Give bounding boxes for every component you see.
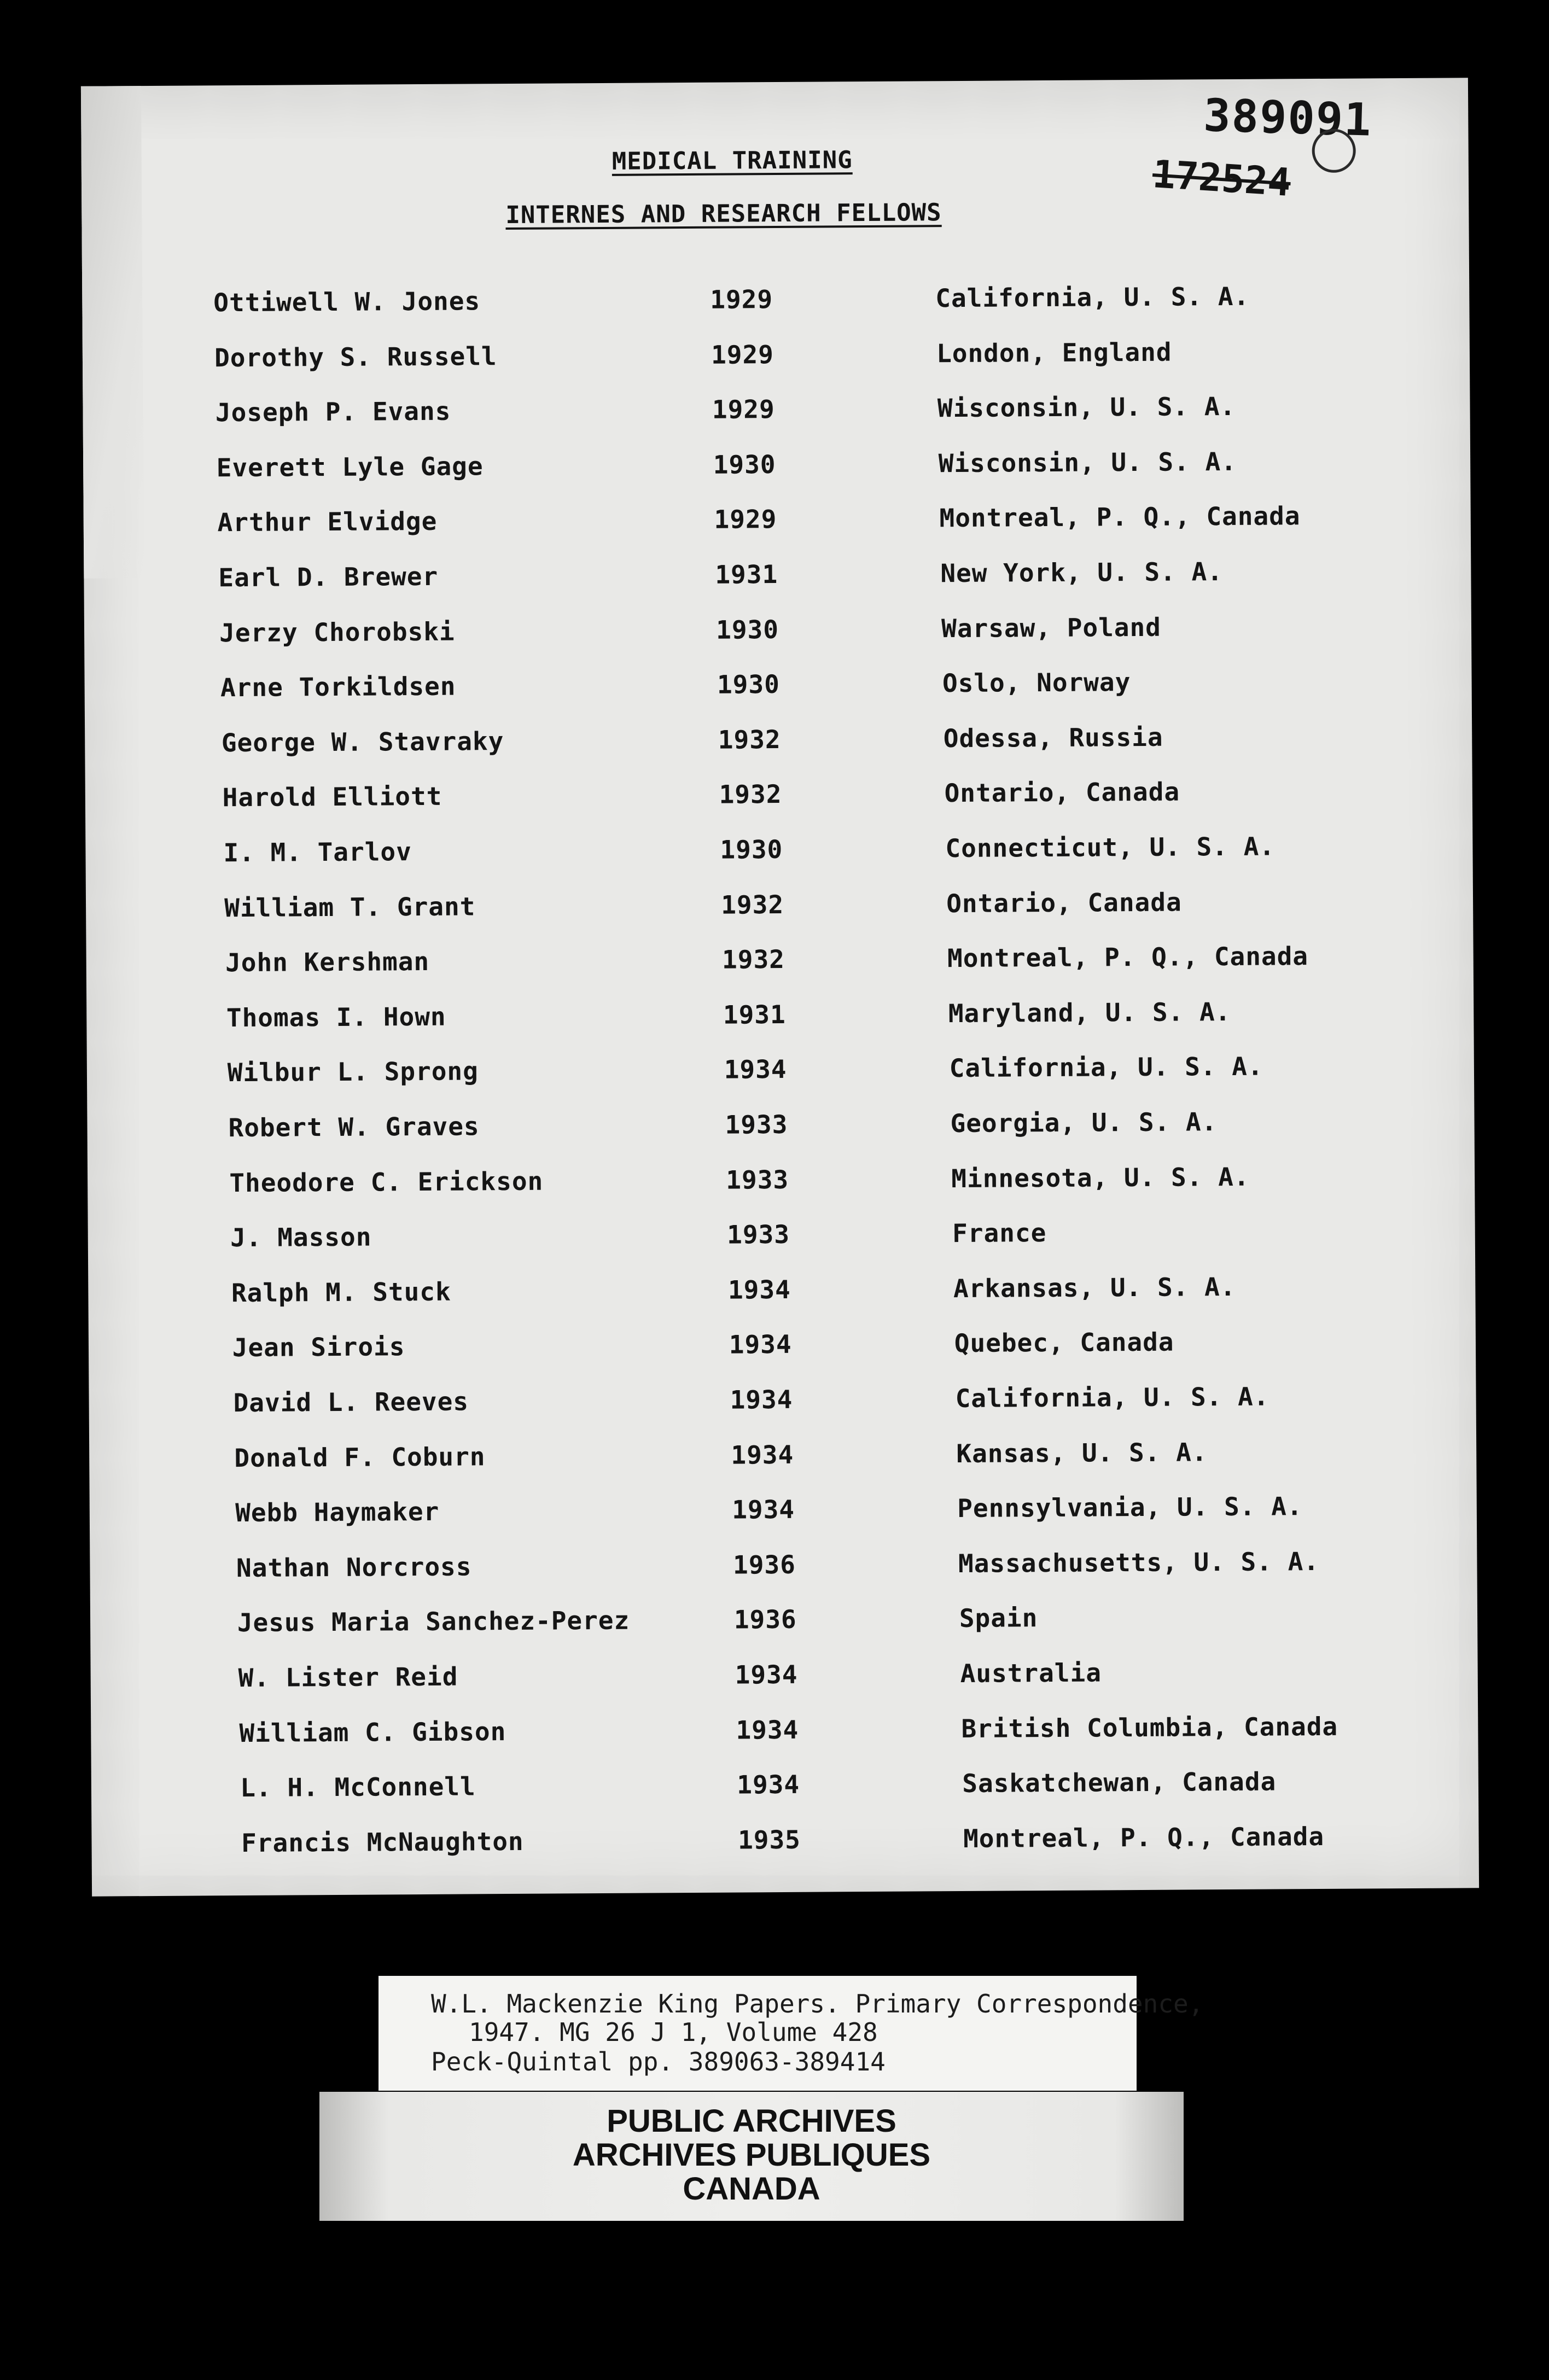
fellow-year: 1930: [720, 834, 783, 865]
fellow-name: Harold Elliott: [222, 781, 442, 813]
list-item: [87, 555, 1474, 602]
fellow-name: William T. Grant: [224, 891, 476, 923]
fellow-year: 1932: [721, 889, 784, 920]
fellow-name: Jesus Maria Sanchez-Perez: [237, 1606, 630, 1638]
fellow-year: 1934: [732, 1495, 795, 1525]
fellow-place: Quebec, Canada: [954, 1327, 1174, 1358]
document-heading: MEDICAL TRAINING: [612, 146, 853, 176]
fellow-place: Pennsylvania, U. S. A.: [957, 1491, 1303, 1524]
fellow-year: 1932: [719, 779, 782, 810]
fellows-list: [81, 78, 1479, 1896]
archive-plate-line-2: ARCHIVES PUBLIQUES: [572, 2137, 931, 2173]
list-item: [98, 1160, 1485, 1207]
fellow-place: Wisconsin, U. S. A.: [938, 446, 1237, 479]
fellow-place: France: [952, 1218, 1047, 1249]
fellow-year: 1931: [723, 999, 786, 1030]
list-item: [109, 1765, 1496, 1812]
archive-plate-line-3: CANADA: [683, 2171, 820, 2207]
list-item: [107, 1655, 1494, 1702]
fellow-year: 1934: [730, 1384, 793, 1415]
fellow-year: 1930: [717, 669, 780, 699]
fellow-name: David L. Reeves: [233, 1386, 469, 1418]
fellow-name: Dorothy S. Russell: [214, 341, 497, 372]
fellow-place: Australia: [960, 1658, 1102, 1689]
fellow-place: Ontario, Canada: [944, 777, 1180, 808]
fellow-place: Odessa, Russia: [943, 722, 1163, 753]
fellow-year: 1930: [716, 614, 779, 645]
fellow-name: Webb Haymaker: [235, 1497, 440, 1528]
fellow-name: Arne Torkildsen: [220, 671, 456, 703]
fellow-year: 1933: [726, 1164, 789, 1195]
fellow-name: Arthur Elvidge: [217, 506, 438, 538]
list-item: [94, 940, 1481, 987]
document-page: [81, 78, 1479, 1896]
fellow-name: W. Lister Reid: [238, 1661, 458, 1693]
list-item: [100, 1270, 1487, 1317]
stamp-number: 389091: [1203, 89, 1373, 147]
citation-line-3: Peck-Quintal pp. 389063-389414: [431, 2047, 886, 2076]
fellow-place: Montreal, P. Q., Canada: [963, 1821, 1325, 1853]
list-item: [102, 1380, 1489, 1427]
list-item: [97, 1105, 1484, 1152]
fellow-place: New York, U. S. A.: [940, 557, 1224, 588]
list-item: [89, 665, 1476, 711]
fellow-year: 1933: [725, 1109, 788, 1140]
list-item: [106, 1600, 1493, 1647]
list-item: [93, 885, 1480, 932]
list-item: [82, 280, 1469, 326]
fellow-name: Ottiwell W. Jones: [213, 286, 481, 318]
fellow-name: Ralph M. Stuck: [231, 1276, 451, 1308]
fellow-name: J. Masson: [230, 1222, 372, 1253]
fellow-name: I. M. Tarlov: [223, 837, 412, 868]
list-item: [83, 335, 1470, 382]
fellow-name: Donald F. Coburn: [234, 1441, 486, 1473]
fellow-place: Connecticut, U. S. A.: [945, 831, 1276, 864]
fellow-place: Massachusetts, U. S. A.: [958, 1546, 1320, 1578]
fellow-place: Maryland, U. S. A.: [948, 996, 1231, 1028]
fellow-name: John Kershman: [225, 947, 430, 978]
list-item: [95, 995, 1482, 1042]
fellow-place: Georgia, U. S. A.: [950, 1107, 1218, 1139]
fellow-place: California, U. S. A.: [955, 1381, 1270, 1414]
fellow-name: Everett Lyle Gage: [216, 451, 484, 483]
fellow-place: Warsaw, Poland: [941, 612, 1162, 643]
fellow-year: 1934: [724, 1054, 787, 1085]
fellow-year: 1934: [736, 1714, 799, 1745]
fellow-year: 1929: [710, 284, 773, 314]
fellow-name: Nathan Norcross: [236, 1551, 472, 1583]
list-item: [103, 1436, 1490, 1482]
fellow-name: George W. Stavraky: [221, 726, 504, 758]
fellow-year: 1936: [732, 1549, 796, 1580]
fellow-year: 1929: [714, 504, 777, 535]
list-item: [90, 720, 1477, 767]
fellow-year: 1932: [721, 944, 785, 975]
fellow-name: Jean Sirois: [232, 1332, 405, 1363]
fellow-name: Jerzy Chorobski: [219, 616, 455, 648]
fellow-place: Kansas, U. S. A.: [956, 1437, 1208, 1468]
fellow-year: 1931: [715, 559, 778, 590]
list-item: [85, 445, 1472, 492]
fellow-year: 1934: [729, 1329, 792, 1360]
citation-line-1: W.L. Mackenzie King Papers. Primary Correspondence,: [431, 1989, 1204, 2019]
fellow-place: Oslo, Norway: [942, 667, 1131, 698]
list-item: [101, 1325, 1488, 1372]
list-item: [86, 500, 1473, 547]
list-item: [108, 1711, 1495, 1757]
fellow-year: 1934: [737, 1769, 800, 1800]
crossed-out-number: 172524: [1151, 151, 1292, 206]
list-item: [84, 390, 1471, 436]
fellow-name: Robert W. Graves: [228, 1111, 480, 1143]
fellow-year: 1933: [726, 1220, 790, 1250]
fellow-name: Joseph P. Evans: [215, 396, 451, 428]
fellow-place: Montreal, P. Q., Canada: [939, 501, 1301, 533]
list-item: [110, 1821, 1497, 1867]
fellow-year: 1929: [711, 339, 774, 370]
public-archives-plate: [319, 2092, 1184, 2221]
list-item: [104, 1490, 1491, 1537]
fellow-year: 1934: [727, 1274, 791, 1305]
archive-plate-line-1: PUBLIC ARCHIVES: [607, 2103, 896, 2139]
fellow-place: Saskatchewan, Canada: [962, 1766, 1277, 1799]
fellow-year: 1936: [733, 1605, 797, 1635]
list-item: [88, 610, 1475, 657]
fellow-name: L. H. McConnell: [240, 1771, 476, 1803]
list-item: [92, 830, 1479, 877]
list-item: [96, 1051, 1483, 1097]
fellow-place: London, England: [936, 337, 1172, 368]
citation-line-2: 1947. MG 26 J 1, Volume 428: [469, 2017, 878, 2047]
document-subheading: INTERNES AND RESEARCH FELLOWS: [505, 199, 942, 230]
fellow-year: 1935: [737, 1824, 801, 1855]
fellow-place: Wisconsin, U. S. A.: [937, 392, 1236, 423]
fellow-name: Theodore C. Erickson: [229, 1166, 544, 1198]
fellow-name: William C. Gibson: [239, 1716, 506, 1748]
fellow-place: Minnesota, U. S. A.: [951, 1162, 1250, 1193]
fellow-year: 1934: [731, 1439, 794, 1470]
fellow-name: Wilbur L. Sprong: [227, 1056, 479, 1088]
list-item: [105, 1545, 1492, 1592]
fellow-place: British Columbia, Canada: [961, 1711, 1338, 1743]
fellow-place: Montreal, P. Q., Canada: [947, 941, 1309, 973]
fellow-place: Ontario, Canada: [946, 887, 1182, 918]
fellow-place: Spain: [959, 1603, 1038, 1634]
fellow-place: California, U. S. A.: [935, 281, 1250, 313]
list-item: [99, 1215, 1486, 1262]
fellow-year: 1932: [718, 724, 781, 755]
fellow-year: 1930: [713, 449, 776, 480]
fellow-name: Earl D. Brewer: [218, 561, 439, 593]
archive-citation-label: [378, 1976, 1204, 2091]
fellow-place: Arkansas, U. S. A.: [953, 1271, 1236, 1303]
fellow-year: 1929: [712, 394, 775, 424]
fellow-name: Thomas I. Hown: [226, 1001, 446, 1032]
fellow-year: 1934: [735, 1659, 798, 1690]
list-item: [91, 775, 1478, 822]
fellow-name: Francis McNaughton: [241, 1826, 524, 1858]
fellow-place: California, U. S. A.: [949, 1051, 1263, 1083]
